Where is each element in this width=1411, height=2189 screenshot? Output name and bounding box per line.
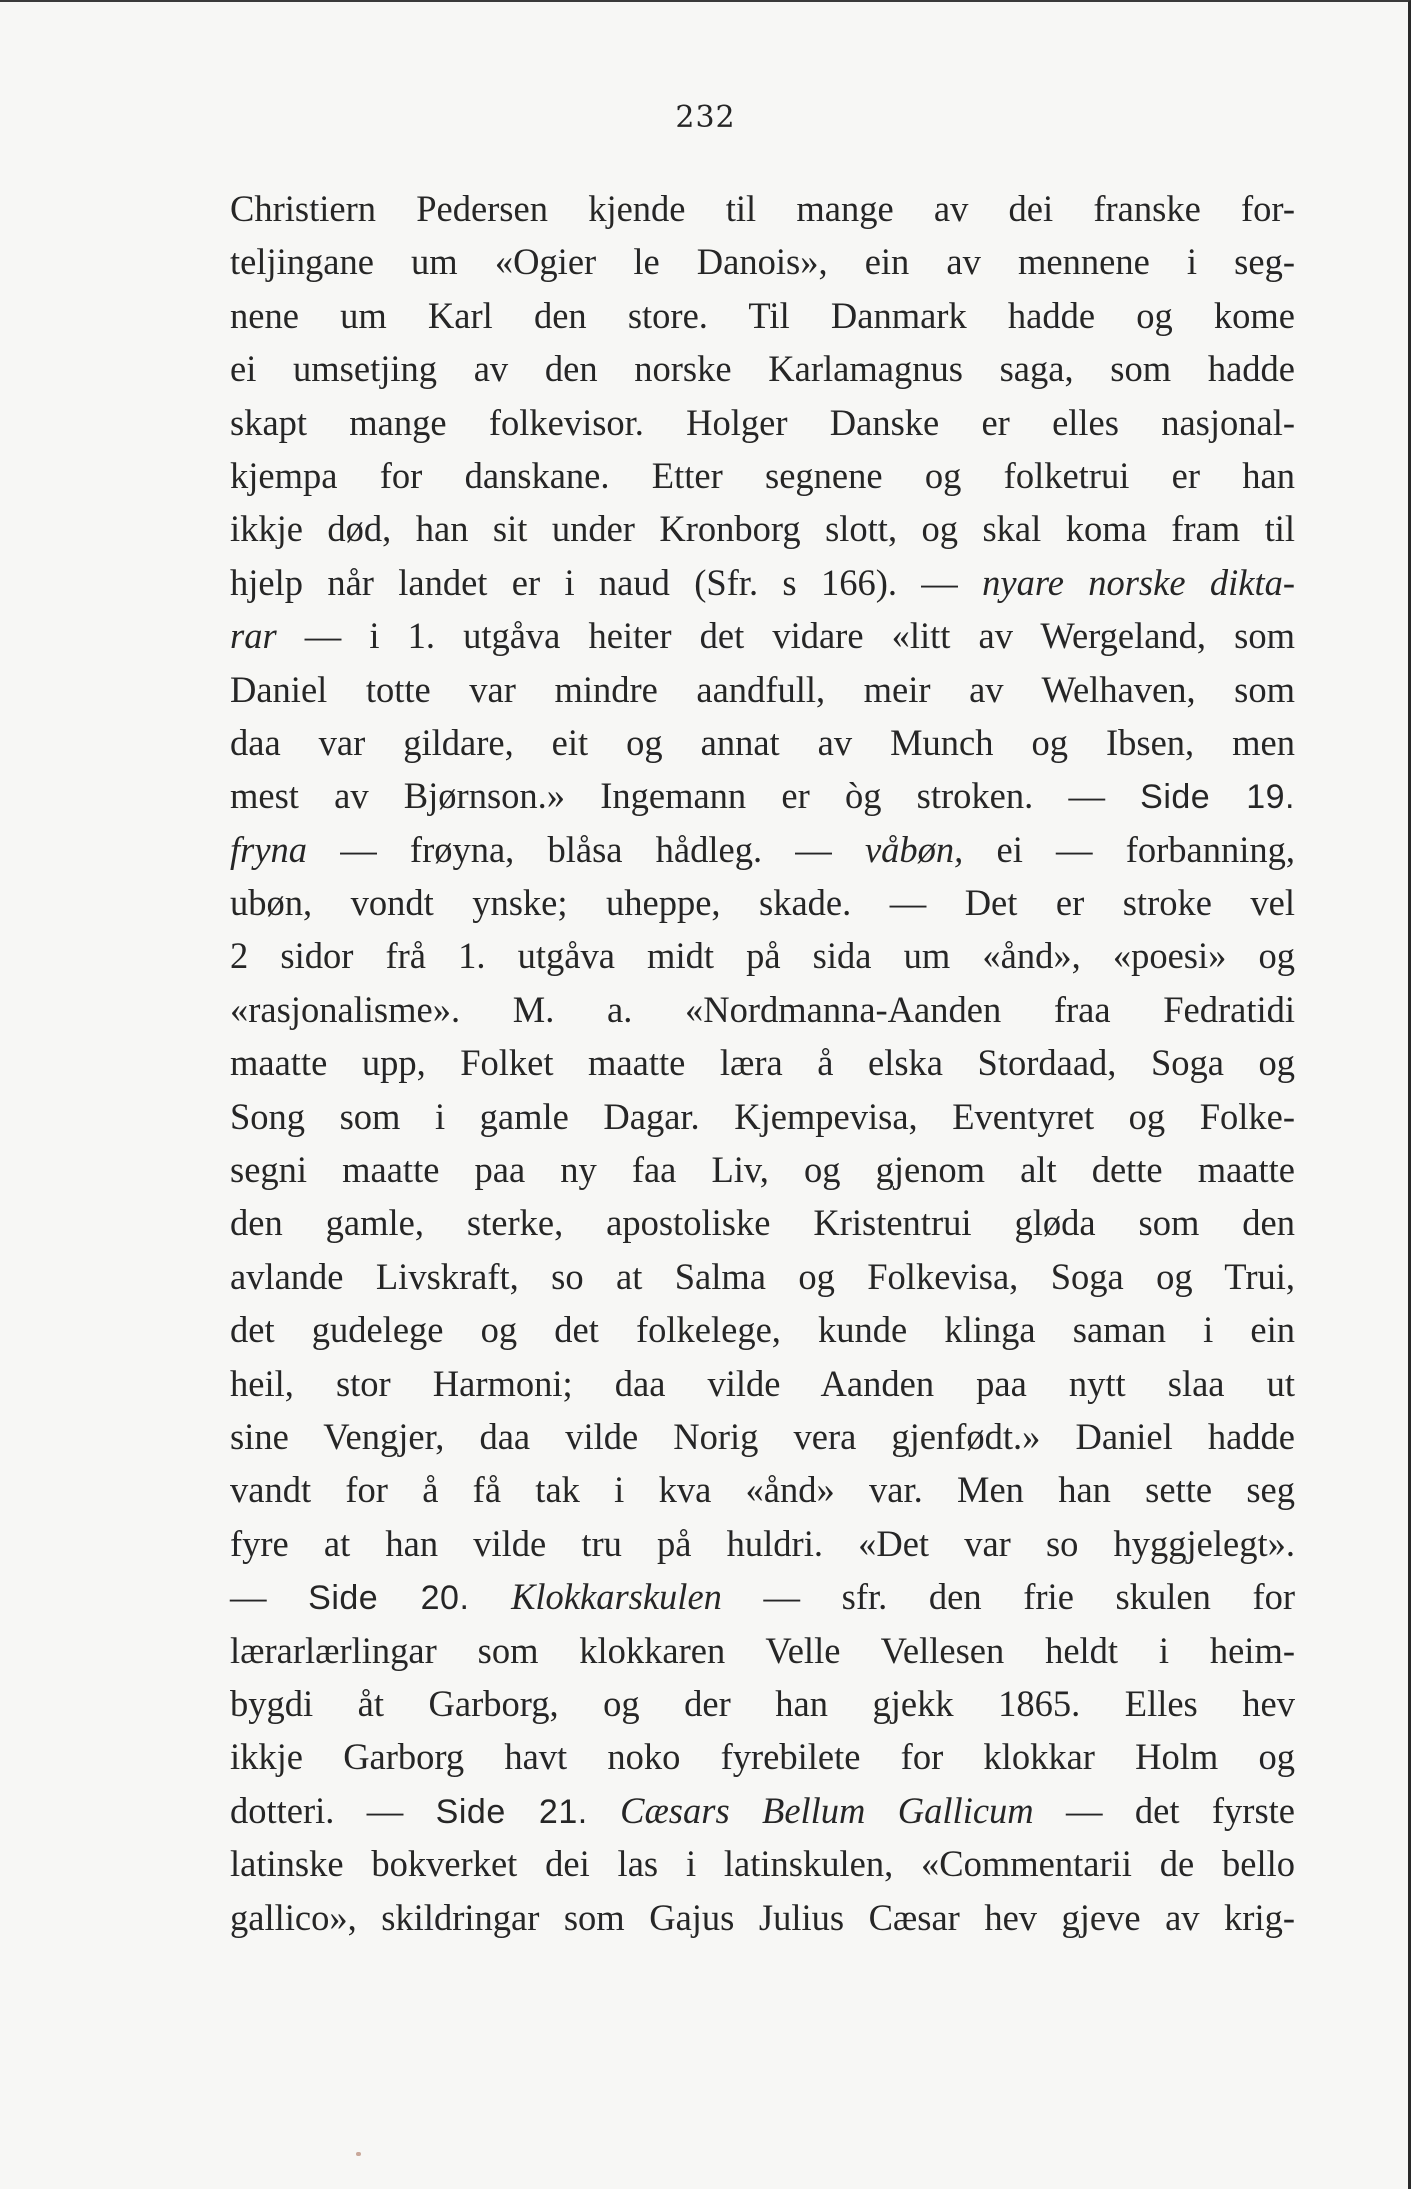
italic-term: fryna — [230, 828, 308, 870]
text-line — [230, 769, 1295, 822]
text-line — [230, 1303, 1295, 1356]
text-line — [230, 876, 1295, 929]
text-run: nene um Karl den store. Til Danmark hadde og kome — [230, 294, 1295, 336]
text-run: kjempa for danskane. Etter segnene og folketrui er han — [230, 454, 1295, 496]
text-run: det gudelege og det folkelege, kunde klinga saman i ein — [230, 1309, 1295, 1351]
text-run: — sfr. den frie skulen for — [721, 1576, 1296, 1618]
text-run: ei — forbanning, — [963, 828, 1295, 870]
text-run: gallico», skildringar som Gajus Julius Cæsar hev gjeve av krig- — [230, 1896, 1295, 1938]
text-line — [230, 182, 1295, 235]
text-line — [230, 1036, 1295, 1089]
text-run: 2 sidor frå 1. utgåva midt på sida um «ånd», «poesi» og — [230, 935, 1295, 977]
text-run: bygdi åt Garborg, og der han gjekk 1865. Elles hev — [230, 1682, 1295, 1724]
text-line — [230, 1250, 1295, 1303]
text-run: dotteri. — — [230, 1789, 436, 1831]
text-run: mest av Bjørnson.» Ingemann er òg stroken. — — [230, 775, 1141, 817]
text-line — [230, 1837, 1295, 1890]
text-line — [230, 1196, 1295, 1249]
text-line — [230, 502, 1295, 555]
text-line — [230, 235, 1295, 288]
text-run: lærarlærlingar som klokkaren Velle Vellesen heldt i heim- — [230, 1629, 1295, 1671]
text-run: Christiern Pedersen kjende til mange av dei franske for- — [230, 188, 1295, 229]
text-run: daa var gildare, eit og annat av Munch og Ibsen, men — [230, 721, 1295, 763]
text-run: heil, stor Harmoni; daa vilde Aanden paa nytt slaa ut — [230, 1362, 1295, 1404]
italic-term: våbøn, — [864, 828, 964, 870]
text-run: fyre at han vilde tru på huldri. «Det var so hyggjelegt». — [230, 1522, 1295, 1564]
text-line — [230, 556, 1295, 609]
text-line — [230, 663, 1295, 716]
text-run: skapt mange folkevisor. Holger Danske er elles nasjonal- — [230, 401, 1295, 443]
italic-term: rar — [230, 615, 277, 657]
text-run: ei umsetjing av den norske Karlamagnus saga, som hadde — [230, 348, 1295, 390]
text-line — [230, 289, 1295, 342]
side-marker: Side 20. — [308, 1579, 470, 1618]
text-run: — i 1. utgåva heiter det vidare «litt av Wergeland, som — [276, 615, 1295, 657]
text-run: — det fyrste — [1033, 1789, 1296, 1831]
text-line — [230, 823, 1295, 876]
body-text — [230, 182, 1295, 1944]
italic-term: Klokkarskulen — [511, 1576, 722, 1618]
text-run: den gamle, sterke, apostoliske Kristentrui gløda som den — [230, 1202, 1295, 1244]
text-run: segni maatte paa ny faa Liv, og gjenom alt dette maatte — [230, 1149, 1295, 1191]
text-line — [230, 396, 1295, 449]
text-run — [469, 1576, 511, 1617]
text-line — [230, 1463, 1295, 1516]
text-line — [230, 929, 1295, 982]
side-marker: Side 21. — [435, 1792, 588, 1831]
text-line — [230, 1677, 1295, 1730]
italic-term: nyare norske dikta- — [982, 561, 1295, 603]
text-run: maatte upp, Folket maatte læra å elska Stordaad, Soga og — [230, 1042, 1295, 1084]
text-run: Daniel totte var mindre aandfull, meir av Welhaven, som — [230, 668, 1295, 710]
text-line — [230, 1357, 1295, 1410]
text-line — [230, 1891, 1295, 1944]
text-run: — — [230, 1576, 309, 1618]
text-run: Song som i gamle Dagar. Kjempevisa, Eventyret og Folke- — [230, 1095, 1295, 1137]
text-run: — frøyna, blåsa hådleg. — — [307, 828, 865, 870]
text-line — [230, 449, 1295, 502]
text-run: ikkje død, han sit under Kronborg slott, og skal koma fram til — [230, 508, 1295, 550]
text-run: vandt for å få tak i kva «ånd» var. Men han sette seg — [230, 1469, 1295, 1511]
text-line — [230, 1410, 1295, 1463]
text-line — [230, 1570, 1295, 1623]
text-run: hjelp når landet er i naud (Sfr. s 166). — — [230, 561, 983, 603]
italic-term: Cæsars Bellum Gallicum — [620, 1789, 1034, 1831]
text-line — [230, 1624, 1295, 1677]
text-line — [230, 342, 1295, 395]
text-line — [230, 983, 1295, 1036]
text-run: latinske bokverket dei las i latinskulen, «Commentarii de bello — [230, 1843, 1295, 1885]
text-run: ikkje Garborg havt noko fyrebilete for klokkar Holm og — [230, 1736, 1295, 1778]
text-run: «rasjonalisme». M. a. «Nordmanna-Aanden fraa Fedratidi — [230, 988, 1295, 1030]
paper-speck — [356, 2152, 361, 2156]
text-run: avlande Livskraft, so at Salma og Folkevisa, Soga og Trui, — [230, 1255, 1295, 1297]
side-marker: Side 19. — [1140, 778, 1296, 817]
text-run: ubøn, vondt ynske; uheppe, skade. — Det er stroke vel — [230, 882, 1295, 924]
text-line — [230, 716, 1295, 769]
text-run — [588, 1790, 620, 1831]
text-line — [230, 1784, 1295, 1837]
text-line — [230, 1090, 1295, 1143]
page-number: 232 — [675, 100, 736, 135]
text-line — [230, 1143, 1295, 1196]
text-line — [230, 1730, 1295, 1783]
text-line — [230, 1517, 1295, 1570]
text-line — [230, 609, 1295, 662]
text-run: sine Vengjer, daa vilde Norig vera gjenfødt.» Daniel hadde — [230, 1415, 1295, 1457]
text-run: teljingane um «Ogier le Danois», ein av mennene i seg- — [230, 241, 1295, 283]
